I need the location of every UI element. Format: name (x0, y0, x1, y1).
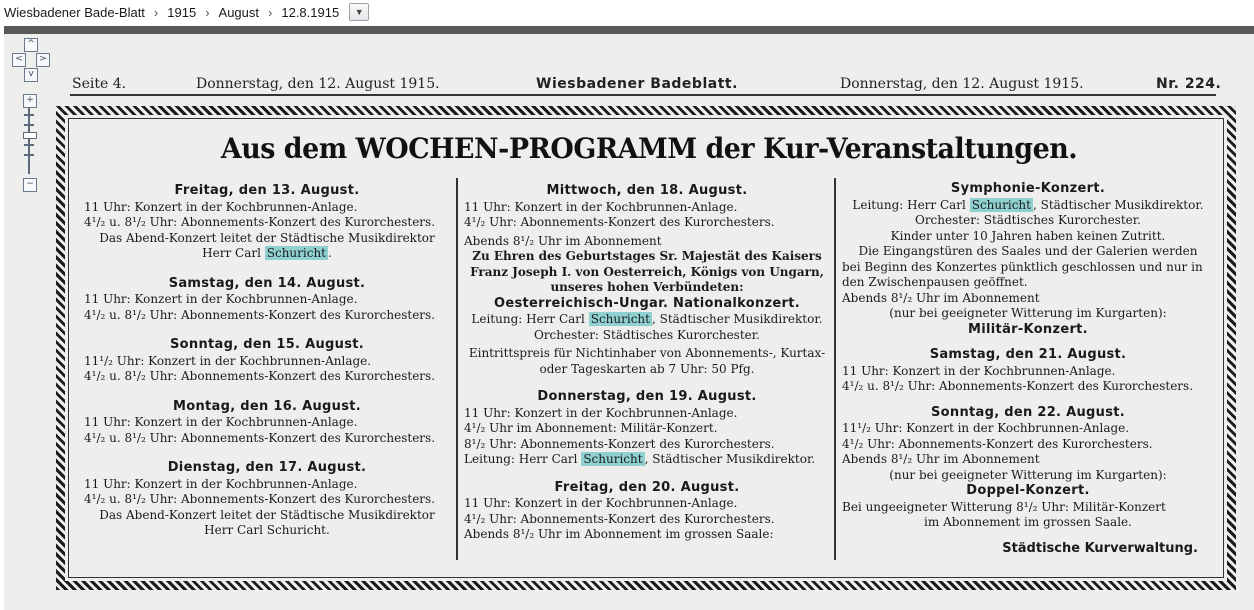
arrow-left-icon: < (15, 54, 23, 64)
day-heading: Sonntag, den 22. August. (931, 404, 1125, 420)
program-line: 11 Uhr: Konzert in der Kochbrunnen-Anlage. (84, 292, 358, 306)
program-line: Kinder unter 10 Jahren haben keinen Zutritt. (890, 228, 1166, 243)
breadcrumb-separator: › (268, 4, 273, 20)
day-heading: Donnerstag, den 19. August. (537, 389, 757, 404)
search-hit-highlight[interactable]: Schuricht (590, 312, 650, 326)
day-heading: Mittwoch, den 18. August. (546, 183, 748, 198)
program-line: 8¹/₂ Uhr: Abonnements-Konzert des Kurorchesters. (464, 436, 775, 451)
masthead-date-right: Donnerstag, den 12. August 1915. (840, 76, 1084, 92)
program-line: 4¹/₂ u. 8¹/₂ Uhr: Abonnements-Konzert des Kurorchesters. (84, 307, 436, 322)
program-line: 11 Uhr: Konzert in der Kochbrunnen-Anlage. (464, 405, 738, 420)
zoom-slider-thumb[interactable] (23, 132, 37, 139)
page-number: Seite 4. (72, 76, 127, 92)
program-line: Abends 8¹/₂ Uhr im Abonnement (842, 452, 1040, 466)
program-line: Bei ungeeigneter Witterung 8¹/₂ Uhr: Militär-Konzert (842, 499, 1166, 514)
zoom-slider-tick (24, 114, 34, 116)
program-line: 4¹/₂ Uhr: Abonnements-Konzert des Kurorchesters. (842, 436, 1153, 451)
program-line: Herr Carl Schuricht. (204, 523, 330, 537)
zoom-in-button[interactable] (23, 94, 37, 108)
arrow-up-icon: ^ (27, 39, 35, 49)
signature: Städtische Kurverwaltung. (1002, 540, 1198, 556)
program-line: im Abonnement im grossen Saale. (924, 515, 1132, 529)
breadcrumb-separator: › (153, 4, 159, 20)
search-hit-highlight[interactable]: Schuricht (266, 246, 326, 260)
zoom-slider-tick (24, 144, 34, 146)
program-line: 11 Uhr: Konzert in der Kochbrunnen-Anlage. (84, 199, 358, 214)
column-divider (834, 178, 836, 560)
arrow-down-icon: v (28, 69, 34, 79)
program-line: 11¹/₂ Uhr: Konzert in der Kochbrunnen-Anlage. (842, 421, 1130, 435)
zoom-slider[interactable] (24, 108, 34, 174)
program-line: 11¹/₂ Uhr: Konzert in der Kochbrunnen-Anlage. (84, 353, 372, 368)
program-line: Das Abend-Konzert leitet der Städtische Musikdirektor (99, 230, 435, 245)
program-line: 11 Uhr: Konzert in der Kochbrunnen-Anlage. (464, 496, 738, 510)
issue-dropdown-button[interactable] (349, 3, 369, 21)
breadcrumb-item-month[interactable]: August (218, 4, 260, 20)
program-line: Orchester: Städtisches Kurorchester. (533, 327, 760, 342)
column-3 (842, 172, 1214, 556)
program-line: Das Abend-Konzert leitet der Städtische Musikdirektor (99, 507, 435, 522)
program-line: unseres hohen Verbündeten: (550, 280, 744, 294)
program-line: Zu Ehren des Geburtstages Sr. Majestät des Kaisers (472, 249, 822, 263)
page-title: Aus dem WOCHEN-PROGRAMM der Kur-Veranstaltungen. (220, 132, 1078, 165)
column-1 (84, 174, 450, 539)
day-heading: Dienstag, den 17. August. (167, 460, 367, 475)
program-line: 11 Uhr: Konzert in der Kochbrunnen-Anlage. (842, 363, 1116, 378)
program-line: Franz Joseph I. von Oesterreich, Königs von Ungarn, (470, 264, 824, 279)
concert-heading: Doppel-Konzert. (966, 483, 1090, 498)
masthead-date-left: Donnerstag, den 12. August 1915. (196, 76, 440, 92)
program-line: Eintrittspreis für Nichtinhaber von Abonnements-, Kurtax- (468, 346, 826, 360)
arrow-right-icon: > (39, 54, 47, 64)
search-hit-highlight[interactable]: Schuricht (971, 197, 1031, 212)
chevron-down-icon: ▼ (354, 7, 364, 17)
program-line: 4¹/₂ Uhr im Abonnement: Militär-Konzert. (464, 421, 718, 435)
text-span: , Städtischer Musikdirektor. (651, 312, 823, 326)
program-line: 4¹/₂ u. 8¹/₂ Uhr: Abonnements-Konzert des Kurorchesters. (842, 379, 1194, 393)
day-heading: Freitag, den 13. August. (174, 183, 360, 198)
program-line (464, 312, 830, 328)
zoom-out-button[interactable] (23, 178, 37, 192)
program-line: (nur bei geeigneter Witterung im Kurgarten): (889, 306, 1167, 320)
program-line (464, 452, 830, 468)
day-heading: Samstag, den 21. August. (929, 347, 1127, 362)
day-heading: Freitag, den 20. August. (554, 479, 740, 495)
viewer-top-border (4, 26, 1254, 34)
column-divider (456, 178, 458, 560)
program-line: Abends 8¹/₂ Uhr im Abonnement (842, 290, 1040, 305)
program-line: oder Tageskarten ab 7 Uhr: 50 Pfg. (539, 361, 755, 376)
program-line: 4¹/₂ Uhr: Abonnements-Konzert des Kurorchesters. (464, 511, 775, 526)
program-line: 4¹/₂ Uhr: Abonnements-Konzert des Kurorchesters. (464, 215, 775, 229)
program-line: 4¹/₂ u. 8¹/₂ Uhr: Abonnements-Konzert des Kurorchesters. (84, 369, 436, 383)
program-line: Die Eingangstüren des Saales und der Galerien werden (858, 244, 1198, 258)
day-heading: Samstag, den 14. August. (168, 275, 366, 291)
program-line: 11 Uhr: Konzert in der Kochbrunnen-Anlage. (84, 476, 358, 491)
zoom-slider-tick (24, 124, 34, 126)
text-span: Leitung: Herr Carl (471, 312, 585, 326)
program-line: Abends 8¹/₂ Uhr im Abonnement (464, 233, 662, 248)
program-line: 4¹/₂ u. 8¹/₂ Uhr: Abonnements-Konzert des Kurorchesters. (84, 215, 436, 229)
program-line: 11 Uhr: Konzert in der Kochbrunnen-Anlage. (464, 199, 738, 214)
breadcrumb-item-year[interactable]: 1915 (167, 4, 197, 20)
program-line: (nur bei geeigneter Witterung im Kurgarten): (889, 467, 1167, 482)
text-span: , Städtischer Musikdirektor. (1032, 197, 1204, 212)
scan-viewer[interactable] (4, 26, 1254, 610)
plus-icon: + (26, 95, 34, 105)
text-span: . (328, 246, 332, 260)
pan-up-button[interactable] (24, 38, 38, 52)
program-line: 4¹/₂ u. 8¹/₂ Uhr: Abonnements-Konzert des Kurorchesters. (84, 430, 436, 445)
text-span: , Städtischer Musikdirektor. (644, 452, 816, 466)
program-line: bei Beginn des Konzertes pünktlich geschlossen und nur in (842, 259, 1203, 274)
masthead-rule (70, 94, 1216, 96)
day-heading: Sonntag, den 15. August. (170, 337, 364, 352)
program-line (84, 246, 450, 262)
pan-right-button[interactable] (36, 53, 50, 67)
text-span: Herr Carl (202, 246, 261, 260)
text-span: Leitung: Herr Carl (852, 197, 966, 212)
masthead-title: Wiesbadener Badeblatt. (536, 76, 738, 92)
breadcrumb (0, 0, 1254, 24)
program-line: Orchester: Städtisches Kurorchester. (914, 213, 1141, 227)
program-line (842, 198, 1214, 214)
program-line: 4¹/₂ u. 8¹/₂ Uhr: Abonnements-Konzert des Kurorchesters. (84, 492, 436, 506)
breadcrumb-separator: › (205, 4, 210, 20)
breadcrumb-item-publication[interactable]: Wiesbadener Bade-Blatt (4, 4, 145, 20)
program-line: 11 Uhr: Konzert in der Kochbrunnen-Anlage. (84, 415, 358, 429)
column-2 (464, 174, 830, 543)
search-hit-highlight[interactable]: Schuricht (583, 452, 643, 466)
program-line: Abends 8¹/₂ Uhr im Abonnement im grossen Saale: (464, 527, 774, 541)
breadcrumb-item-issue[interactable]: 12.8.1915 (281, 4, 340, 20)
zoom-slider-tick (24, 154, 34, 156)
concert-heading: Symphonie-Konzert. (950, 181, 1106, 196)
issue-number: Nr. 224. (1156, 76, 1222, 92)
program-line: den Zwischenpausen geöffnet. (842, 275, 1028, 289)
concert-heading: Oesterreichisch-Ungar. Nationalkonzert. (493, 295, 801, 311)
minus-icon: − (26, 179, 34, 189)
concert-heading: Militär-Konzert. (968, 321, 1088, 337)
pan-left-button[interactable] (12, 53, 26, 67)
pan-down-button[interactable] (24, 68, 38, 82)
zoom-slider-rail (28, 108, 30, 174)
day-heading: Montag, den 16. August. (172, 398, 361, 414)
text-span: Leitung: Herr Carl (464, 452, 578, 466)
